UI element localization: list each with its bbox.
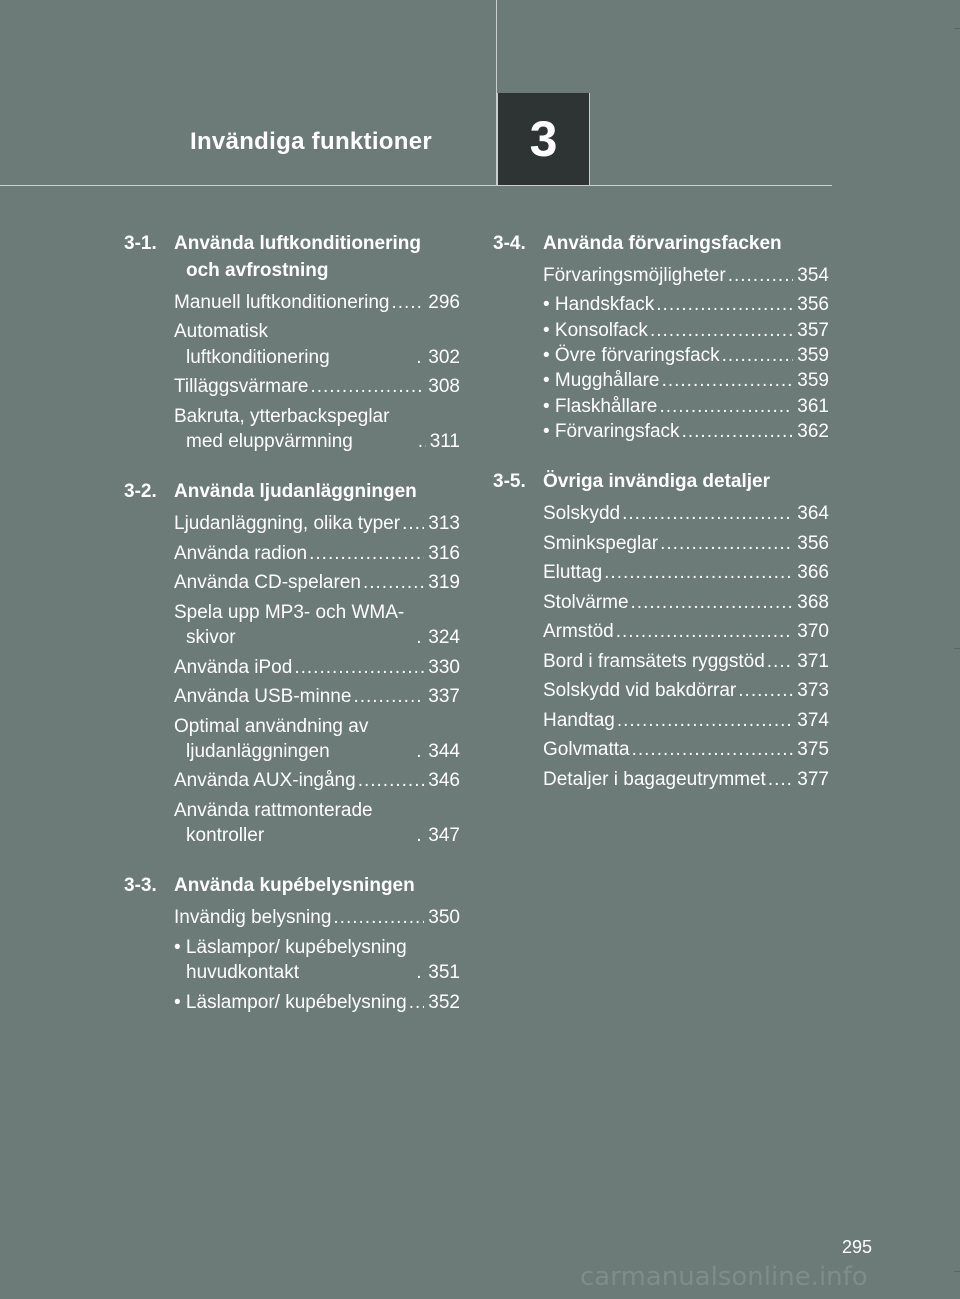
entry-label: Manuell luftkonditionering bbox=[174, 292, 390, 313]
dot-leader bbox=[391, 290, 424, 315]
entry-label: Armstöd bbox=[543, 621, 614, 643]
dot-leader bbox=[418, 429, 426, 454]
toc-entry[interactable] bbox=[543, 263, 829, 288]
entry-page-number: 375 bbox=[797, 739, 829, 761]
entry-label: Använda iPod bbox=[174, 656, 293, 678]
section-number: 3-2. bbox=[124, 481, 157, 503]
entry-page-number: 366 bbox=[797, 562, 829, 584]
entry-label: Använda CD-spelaren bbox=[174, 572, 361, 594]
dot-leader bbox=[353, 684, 424, 709]
toc-entry[interactable] bbox=[174, 541, 460, 566]
dot-leader bbox=[309, 541, 424, 566]
entry-label: Bakruta, ytterbackspeglar med eluppvärmning bbox=[174, 405, 390, 453]
entry-label: • Handskfack bbox=[543, 294, 655, 316]
entry-page-number: 302 bbox=[428, 346, 460, 368]
toc-entry[interactable] bbox=[174, 990, 460, 1015]
entry-page-number: 377 bbox=[797, 768, 829, 790]
dot-leader bbox=[631, 590, 794, 615]
entry-page-number: 350 bbox=[428, 907, 460, 929]
entry-label: • Förvaringsfack bbox=[543, 420, 680, 442]
toc-entry[interactable] bbox=[174, 600, 460, 651]
entry-label: Stolvärme bbox=[543, 591, 629, 613]
entry-page-number: 359 bbox=[797, 370, 829, 392]
entry-page-number: 370 bbox=[797, 621, 829, 643]
entry-label: • Mugghållare bbox=[543, 370, 660, 392]
toc-entry[interactable] bbox=[543, 708, 829, 733]
entry-page-number: 371 bbox=[797, 650, 829, 672]
chapter-number-box bbox=[497, 93, 590, 185]
entry-label: • Flaskhållare bbox=[543, 395, 658, 417]
entry-page-number: 354 bbox=[797, 265, 829, 286]
header-horizontal-rule bbox=[0, 185, 832, 186]
entry-label: • Läslampor/ kupébelysning bbox=[174, 991, 407, 1013]
entry-page-number: 311 bbox=[429, 431, 460, 453]
watermark: carmanualsonline.info bbox=[580, 1262, 868, 1292]
toc-entry[interactable] bbox=[174, 684, 460, 709]
entry-label: Tilläggsvärmare bbox=[174, 376, 309, 398]
entry-page-number: 330 bbox=[428, 656, 460, 678]
section-heading bbox=[124, 872, 460, 899]
dot-leader bbox=[363, 570, 424, 595]
dot-leader bbox=[416, 625, 424, 650]
entry-page-number: 308 bbox=[428, 376, 460, 398]
toc-entry[interactable] bbox=[543, 560, 829, 585]
section-title: Använda luftkonditionering och avfrostning bbox=[174, 233, 421, 281]
toc-entry[interactable] bbox=[174, 798, 460, 849]
entry-list bbox=[543, 501, 829, 792]
dot-leader bbox=[416, 345, 424, 370]
entry-page-number: 352 bbox=[428, 991, 460, 1013]
section-number: 3-4. bbox=[493, 233, 526, 254]
entry-page-number: 313 bbox=[428, 513, 460, 535]
toc-entry[interactable] bbox=[543, 649, 829, 674]
toc-entry[interactable] bbox=[174, 768, 460, 793]
toc-entry[interactable] bbox=[543, 737, 829, 762]
toc-entry[interactable] bbox=[543, 678, 829, 703]
entry-label: Använda AUX-ingång bbox=[174, 770, 356, 792]
dot-leader bbox=[722, 343, 794, 368]
crop-mark bbox=[954, 1271, 960, 1272]
entry-label: • Läslampor/ kupébelysning huvudkontakt bbox=[174, 936, 407, 984]
toc-entry[interactable] bbox=[543, 343, 829, 368]
toc-entry[interactable] bbox=[543, 531, 829, 556]
chapter-title: Invändiga funktioner bbox=[190, 128, 433, 155]
dot-leader bbox=[416, 739, 424, 764]
section-title: Använda kupébelysningen bbox=[174, 875, 415, 897]
toc-right-column bbox=[493, 230, 829, 816]
dot-leader bbox=[767, 649, 794, 674]
dot-leader bbox=[310, 374, 424, 399]
toc-entry[interactable] bbox=[174, 511, 460, 536]
toc-entry[interactable] bbox=[174, 905, 460, 930]
dot-leader bbox=[617, 708, 793, 733]
toc-entry[interactable] bbox=[174, 404, 460, 455]
entry-label: Sminkspeglar bbox=[543, 532, 659, 554]
dot-leader bbox=[333, 905, 424, 930]
toc-entry[interactable] bbox=[174, 319, 460, 370]
section-heading bbox=[124, 478, 460, 505]
entry-page-number: 374 bbox=[797, 709, 829, 731]
entry-label: • Övre förvaringsfack bbox=[543, 345, 720, 367]
dot-leader bbox=[294, 655, 424, 680]
entry-page-number: 344 bbox=[428, 740, 460, 762]
dot-leader bbox=[656, 292, 793, 317]
section-heading bbox=[493, 230, 829, 257]
entry-page-number: 361 bbox=[797, 395, 829, 417]
entry-page-number: 316 bbox=[428, 542, 460, 564]
toc-entry[interactable] bbox=[543, 419, 829, 444]
dot-leader bbox=[402, 511, 424, 536]
entry-label: Solskydd vid bakdörrar bbox=[543, 680, 737, 702]
dot-leader bbox=[768, 767, 793, 792]
entry-label: Handtag bbox=[543, 709, 615, 731]
section-title: Använda förvaringsfacken bbox=[543, 233, 782, 254]
toc-entry[interactable] bbox=[543, 590, 829, 615]
entry-page-number: 347 bbox=[428, 825, 460, 847]
entry-list bbox=[174, 511, 460, 848]
dot-leader bbox=[660, 531, 793, 556]
toc-section bbox=[124, 478, 460, 848]
toc-section bbox=[124, 230, 460, 454]
entry-page-number: 296 bbox=[428, 292, 460, 313]
toc-entry[interactable] bbox=[543, 394, 829, 419]
toc-left-column bbox=[124, 230, 460, 1039]
entry-label: Automatisk luftkonditionering bbox=[174, 321, 330, 368]
toc-entry[interactable] bbox=[543, 767, 829, 792]
entry-label: Använda USB-minne bbox=[174, 686, 352, 708]
dot-leader bbox=[604, 560, 793, 585]
toc-entry[interactable] bbox=[174, 570, 460, 595]
toc-entry[interactable] bbox=[174, 290, 460, 315]
dot-leader bbox=[738, 678, 793, 703]
entry-page-number: 356 bbox=[797, 294, 829, 316]
toc-section bbox=[493, 468, 829, 792]
entry-page-number: 362 bbox=[797, 420, 829, 442]
entry-label: Spela upp MP3- och WMA-skivor bbox=[174, 601, 405, 649]
dot-leader bbox=[728, 263, 794, 288]
section-title: Övriga invändiga detaljer bbox=[543, 471, 771, 493]
dot-leader bbox=[616, 619, 794, 644]
entry-label: Förvaringsmöjligheter bbox=[543, 265, 726, 286]
crop-mark bbox=[954, 28, 960, 29]
entry-label: Eluttag bbox=[543, 562, 603, 584]
entry-label: Invändig belysning bbox=[174, 907, 332, 929]
entry-list bbox=[174, 290, 460, 454]
toc-entry[interactable] bbox=[543, 368, 829, 393]
dot-leader bbox=[632, 737, 794, 762]
dot-leader bbox=[409, 990, 425, 1015]
toc-section bbox=[124, 872, 460, 1015]
entry-page-number: 337 bbox=[428, 686, 460, 708]
entry-label: Detaljer i bagageutrymmet bbox=[543, 768, 766, 790]
dot-leader bbox=[622, 501, 793, 526]
entry-page-number: 368 bbox=[797, 591, 829, 613]
toc-entry[interactable] bbox=[543, 501, 829, 526]
toc-entry[interactable] bbox=[543, 619, 829, 644]
toc-entry[interactable] bbox=[174, 714, 460, 765]
entry-page-number: 373 bbox=[797, 680, 829, 702]
entry-label: Ljudanläggning, olika typer bbox=[174, 513, 401, 535]
page-number: 295 bbox=[842, 1237, 873, 1257]
entry-label: Bord i framsätets ryggstöd bbox=[543, 650, 765, 672]
section-heading bbox=[124, 230, 460, 284]
entry-label: Använda radion bbox=[174, 542, 308, 564]
entry-label: Använda rattmonterade kontroller bbox=[174, 799, 373, 847]
dot-leader bbox=[416, 960, 424, 985]
section-number: 3-1. bbox=[124, 233, 157, 254]
dot-leader bbox=[659, 394, 793, 419]
dot-leader bbox=[682, 419, 794, 444]
entry-page-number: 364 bbox=[797, 503, 829, 525]
chapter-number: 3 bbox=[529, 111, 558, 167]
dot-leader bbox=[358, 768, 425, 793]
entry-label: Optimal användning av ljudanläggningen bbox=[174, 715, 369, 762]
dot-leader bbox=[650, 318, 793, 343]
entry-page-number: 356 bbox=[797, 532, 829, 554]
section-number: 3-5. bbox=[493, 471, 526, 493]
toc-entry[interactable] bbox=[543, 292, 829, 317]
toc-entry[interactable] bbox=[174, 935, 460, 986]
toc-entry[interactable] bbox=[174, 374, 460, 399]
entry-list bbox=[543, 263, 829, 444]
section-heading bbox=[493, 468, 829, 495]
entry-page-number: 346 bbox=[428, 770, 460, 792]
section-title: Använda ljudanläggningen bbox=[174, 481, 417, 503]
entry-page-number: 357 bbox=[797, 319, 829, 341]
entry-label: Golvmatta bbox=[543, 739, 630, 761]
entry-label: • Konsolfack bbox=[543, 319, 648, 341]
toc-section bbox=[493, 230, 829, 444]
section-number: 3-3. bbox=[124, 875, 157, 897]
entry-list bbox=[174, 905, 460, 1015]
entry-page-number: 359 bbox=[797, 345, 829, 367]
dot-leader bbox=[662, 368, 794, 393]
toc-entry[interactable] bbox=[174, 655, 460, 680]
toc-entry[interactable] bbox=[543, 318, 829, 343]
entry-label: Solskydd bbox=[543, 503, 621, 525]
crop-mark bbox=[954, 648, 960, 649]
entry-page-number: 351 bbox=[428, 962, 460, 984]
entry-page-number: 319 bbox=[428, 572, 460, 594]
dot-leader bbox=[416, 823, 424, 848]
entry-page-number: 324 bbox=[428, 627, 460, 649]
